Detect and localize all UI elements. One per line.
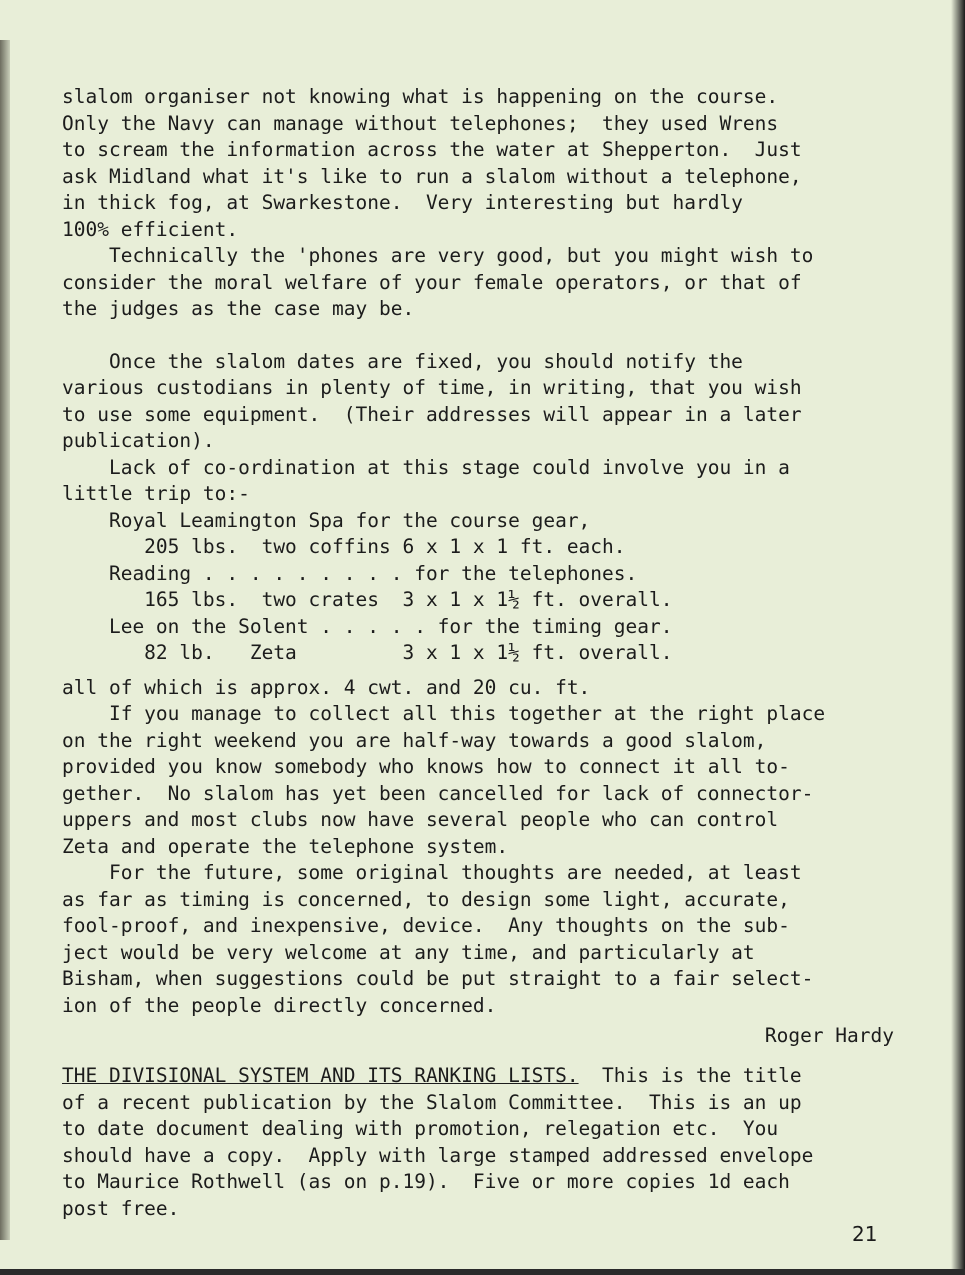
text-line: Bisham, when suggestions could be put straight to a fair select- (62, 967, 814, 990)
notice-paragraph (62, 1063, 912, 1222)
text-line: various custodians in plenty of time, in writing, that you wish (62, 376, 802, 399)
text-line: ion of the people directly concerned. (62, 993, 497, 1017)
paragraph-phones-technical (62, 243, 912, 323)
spacer (62, 667, 912, 675)
text-line: slalom organiser not knowing what is happening on the course. (62, 85, 779, 108)
equipment-row: 165 lbs. two crates 3 x 1 x 1½ ft. overall. (62, 588, 673, 611)
text-line: 100% efficient. (62, 217, 239, 241)
text-line: Lack of co-ordination at this stage could involve you in a (62, 455, 790, 479)
text-line: gether. No slalom has yet been cancelled for lack of connector- (62, 781, 814, 805)
spacer (62, 1053, 912, 1063)
text-line: post free. (62, 1196, 180, 1220)
text-line: Technically the 'phones are very good, but you might wish to (62, 244, 814, 267)
page-binding-shadow (0, 40, 10, 1240)
notice-first-line (62, 1063, 912, 1090)
text-line: as far as timing is concerned, to design some light, accurate, (62, 887, 790, 911)
notice-heading: THE DIVISIONAL SYSTEM AND ITS RANKING LISTS. (62, 1064, 579, 1087)
text-line: little trip to:- (62, 482, 250, 505)
text-line: consider the moral welfare of your female operators, or that of (62, 270, 802, 294)
paragraph-telephones (62, 84, 912, 243)
notice-heading-rest: This is the title (578, 1064, 802, 1087)
text-line: ask Midland what it's like to run a slalom without a telephone, (62, 164, 802, 188)
paragraph-gap (62, 323, 912, 349)
text-line: ject would be very welcome at any time, and particularly at (62, 940, 755, 964)
text-line: on the right weekend you are half-way towards a good slalom, (62, 728, 767, 752)
paragraph-coordination (62, 455, 912, 508)
equipment-row: Royal Leamington Spa for the course gear, (62, 508, 591, 532)
equipment-row: 205 lbs. two coffins 6 x 1 x 1 ft. each. (62, 535, 626, 558)
text-line: to scream the information across the water at Shepperton. Just (62, 138, 802, 161)
text-line: in thick fog, at Swarkestone. Very interesting but hardly (62, 191, 743, 214)
equipment-row: Reading . . . . . . . . . for the telephones. (62, 561, 638, 585)
paragraph-slalom-dates (62, 349, 912, 455)
text-line: provided you know somebody who knows how to connect it all to- (62, 755, 790, 778)
text-line: to use some equipment. (Their addresses will appear in a later (62, 402, 802, 426)
text-line: Only the Navy can manage without telephones; they used Wrens (62, 111, 779, 135)
page-edge-shadow (951, 0, 965, 1275)
text-line: of a recent publication by the Slalom Committee. This is an up (62, 1090, 802, 1114)
text-line: fool-proof, and inexpensive, device. Any thoughts on the sub- (62, 914, 790, 937)
text-line: Zeta and operate the telephone system. (62, 834, 509, 858)
text-line: Once the slalom dates are fixed, you should notify the (62, 349, 743, 373)
text-line: the judges as the case may be. (62, 297, 415, 320)
text-line: uppers and most clubs now have several people who can control (62, 808, 779, 831)
text-line: to Maurice Rothwell (as on p.19). Five or more copies 1d each (62, 1170, 790, 1193)
text-line: If you manage to collect all this together at the right place (62, 702, 826, 725)
text-line: should have a copy. Apply with large stamped addressed envelope (62, 1143, 814, 1167)
page-body (62, 84, 912, 1222)
paragraph-weight-summary (62, 675, 912, 702)
equipment-row: 82 lb. Zeta 3 x 1 x 1½ ft. overall. (62, 641, 673, 664)
text-line: publication). (62, 429, 215, 452)
page-bottom-edge (0, 1269, 965, 1275)
paragraph-future (62, 860, 912, 1019)
text-line: For the future, some original thoughts are needed, at least (62, 861, 802, 884)
equipment-row: Lee on the Solent . . . . . for the timing gear. (62, 614, 673, 638)
text-line: all of which is approx. 4 cwt. and 20 cu. ft. (62, 675, 591, 699)
text-line: to date document dealing with promotion, relegation etc. You (62, 1117, 779, 1140)
paragraph-collect (62, 701, 912, 860)
page-number: 21 (852, 1222, 878, 1246)
author-signature: Roger Hardy (764, 1024, 894, 1047)
equipment-list (62, 508, 912, 667)
